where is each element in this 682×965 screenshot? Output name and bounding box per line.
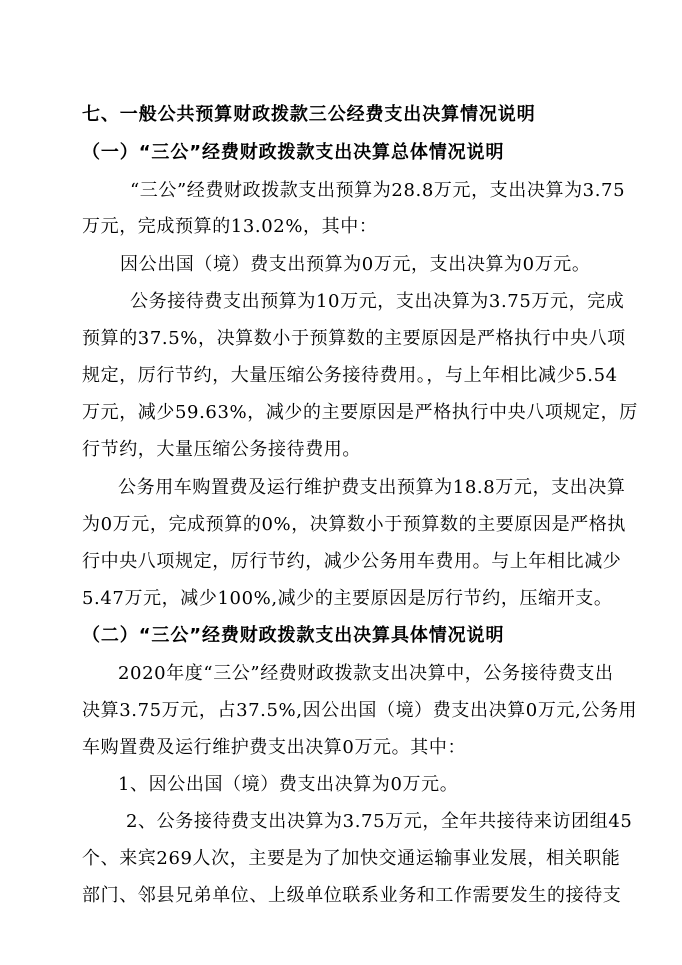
paragraph-line: 车购置费及运行维护费支出决算0万元。其中： [82, 737, 467, 758]
paragraph-line: 行中央八项规定，厉行节约，减少公务用车费用。与上年相比减少 [82, 551, 622, 572]
section-title: 七、一般公共预算财政拨款三公经费支出决算情况说明 [82, 104, 536, 125]
paragraph-line: 2020年度“三公”经费财政拨款支出决算中，公务接待费支出 [118, 663, 614, 684]
paragraph-line: 万元，完成预算的13.02%，其中： [82, 216, 378, 237]
paragraph-line: 2、公务接待费支出决算为3.75万元，全年共接待来访团组45 [126, 811, 633, 832]
paragraph-line: “三公”经费财政拨款支出预算为28.8万元，支出决算为3.75 [130, 180, 626, 201]
paragraph-line: 万元，减少59.63%，减少的主要原因是严格执行中央八项规定，厉 [82, 402, 638, 423]
paragraph-line: 行节约，大量压缩公务接待费用。 [82, 439, 361, 460]
paragraph-line: 5.47万元，减少100%,减少的主要原因是厉行节约，压缩开支。 [82, 588, 613, 609]
paragraph-line: 决算3.75万元，占37.5%,因公出国（境）费支出决算0万元,公务用 [82, 700, 638, 721]
paragraph-line: 预算的37.5%，决算数小于预算数的主要原因是严格执行中央八项 [82, 328, 626, 349]
paragraph-line: 因公出国（境）费支出预算为0万元，支出决算为0万元。 [120, 254, 591, 275]
paragraph-line: 部门、邻县兄弟单位、上级单位联系业务和工作需要发生的接待支 [82, 885, 622, 906]
paragraph-line: 1、因公出国（境）费支出决算为0万元。 [118, 774, 459, 795]
subsection-title-detail: （二）“三公”经费财政拨款支出决算具体情况说明 [82, 625, 505, 646]
paragraph-line: 规定，厉行节约，大量压缩公务接待费用。，与上年相比减少5.54 [82, 365, 618, 386]
paragraph-line: 为0万元，完成预算的0%，决算数小于预算数的主要原因是严格执 [82, 514, 627, 535]
paragraph-line: 公务用车购置费及运行维护费支出预算为18.8万元，支出决算 [118, 477, 626, 498]
subsection-title-overall: （一）“三公”经费财政拨款支出决算总体情况说明 [82, 142, 505, 163]
paragraph-line: 公务接待费支出预算为10万元，支出决算为3.75万元，完成 [130, 291, 625, 312]
paragraph-line: 个、来宾269人次，主要是为了加快交通运输事业发展，相关职能 [82, 848, 621, 869]
